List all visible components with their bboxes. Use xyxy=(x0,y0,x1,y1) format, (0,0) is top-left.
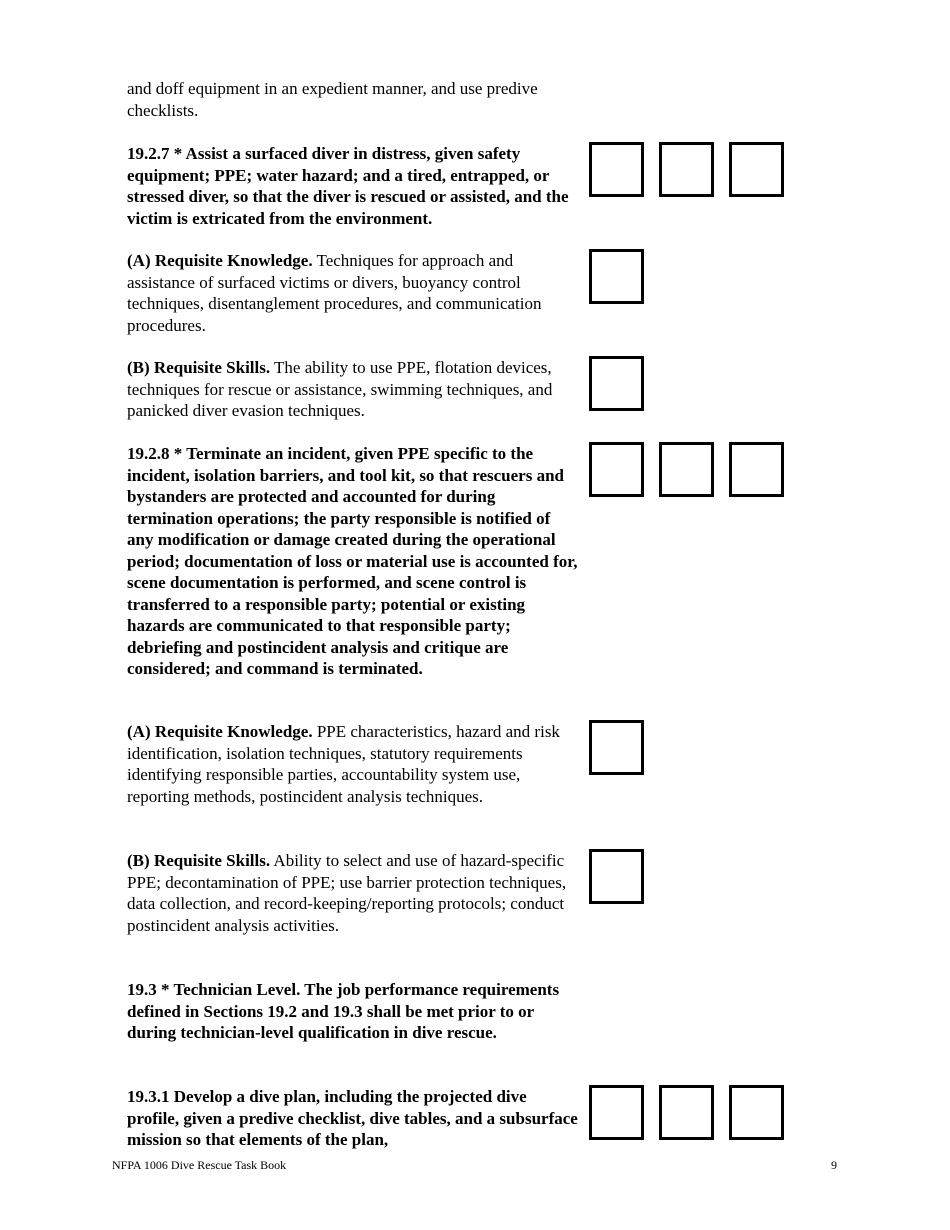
checkbox-group-19-2-7-a xyxy=(589,249,644,304)
checkbox[interactable] xyxy=(589,720,644,775)
section-body: The ability to use PPE, flotation devices, techniques for rescue or assistance, swimming techniques, and panicked diver evasion techniques. xyxy=(127,358,553,420)
checkbox-group-19-2-8 xyxy=(589,442,784,497)
checkbox[interactable] xyxy=(659,442,714,497)
section-19-3-1: 19.3.1 Develop a dive plan, including the projected dive profile, given a predive checklist, dive tables, and a subsurface mission so that elements of the plan, xyxy=(127,1087,578,1149)
checkbox[interactable] xyxy=(589,356,644,411)
section-19-2-7: 19.2.7 * Assist a surfaced diver in distress, given safety equipment; PPE; water hazard; and a tired, entrapped, or stressed diver, so that the diver is rescued or assisted, and the victim is extricated from the environment. xyxy=(127,144,569,228)
checkbox[interactable] xyxy=(589,849,644,904)
page-number: 9 xyxy=(831,1158,837,1172)
checkbox[interactable] xyxy=(589,442,644,497)
section-continuation: and doff equipment in an expedient manner, and use predive checklists. xyxy=(127,79,538,120)
footer-title: NFPA 1006 Dive Rescue Task Book xyxy=(112,1158,287,1172)
section-19-3: 19.3 * Technician Level. The job performance requirements defined in Sections 19.2 and 19.3 shall be met prior to or during technician-level qualification in dive rescue. xyxy=(127,980,560,1042)
section-19-2-8-b xyxy=(127,850,579,936)
section-body: Ability to select and use of hazard-specific PPE; decontamination of PPE; use barrier protection techniques, data collection, and record-keeping/reporting protocols; conduct postincident analysis activities. xyxy=(127,851,567,935)
checkbox[interactable] xyxy=(729,142,784,197)
section-lead: (A) Requisite Knowledge. xyxy=(127,722,313,741)
checkbox[interactable] xyxy=(589,249,644,304)
checkbox-group-19-2-7-b xyxy=(589,356,644,411)
section-lead: (B) Requisite Skills. xyxy=(127,851,271,870)
checkbox[interactable] xyxy=(589,1085,644,1140)
section-body: Techniques for approach and assistance of surfaced victims or divers, buoyancy control techniques, disentanglement procedures, and communication procedures. xyxy=(127,251,542,335)
section-19-2-7-b xyxy=(127,357,579,422)
checkbox[interactable] xyxy=(729,442,784,497)
checkbox[interactable] xyxy=(589,142,644,197)
checkbox[interactable] xyxy=(659,1085,714,1140)
section-19-2-8: 19.2.8 * Terminate an incident, given PPE specific to the incident, isolation barriers, and tool kit, so that rescuers and bystanders are protected and accounted for during termination operations; the party responsible is notified of any modification or damage created during the operational period; documentation of loss or material use is accounted for, scene documentation is performed, and scene control is transferred to a responsible party; potential or existing hazards are communicated to that responsible party; debriefing and postincident analysis and critique are considered; and command is terminated. xyxy=(127,444,578,678)
checkbox-group-19-2-8-b xyxy=(589,849,644,904)
section-19-2-8-a xyxy=(127,721,579,807)
checkbox-group-19-2-8-a xyxy=(589,720,644,775)
section-lead: (A) Requisite Knowledge. xyxy=(127,251,313,270)
section-lead: (B) Requisite Skills. xyxy=(127,358,271,377)
section-19-2-7-a xyxy=(127,250,579,336)
checkbox-group-19-3-1 xyxy=(589,1085,784,1140)
section-body: PPE characteristics, hazard and risk identification, isolation techniques, statutory requirements identifying responsible parties, accountability system use, reporting methods, postincident analysis techniques. xyxy=(127,722,560,806)
checkbox[interactable] xyxy=(659,142,714,197)
checkbox-group-19-2-7 xyxy=(589,142,784,197)
checkbox[interactable] xyxy=(729,1085,784,1140)
